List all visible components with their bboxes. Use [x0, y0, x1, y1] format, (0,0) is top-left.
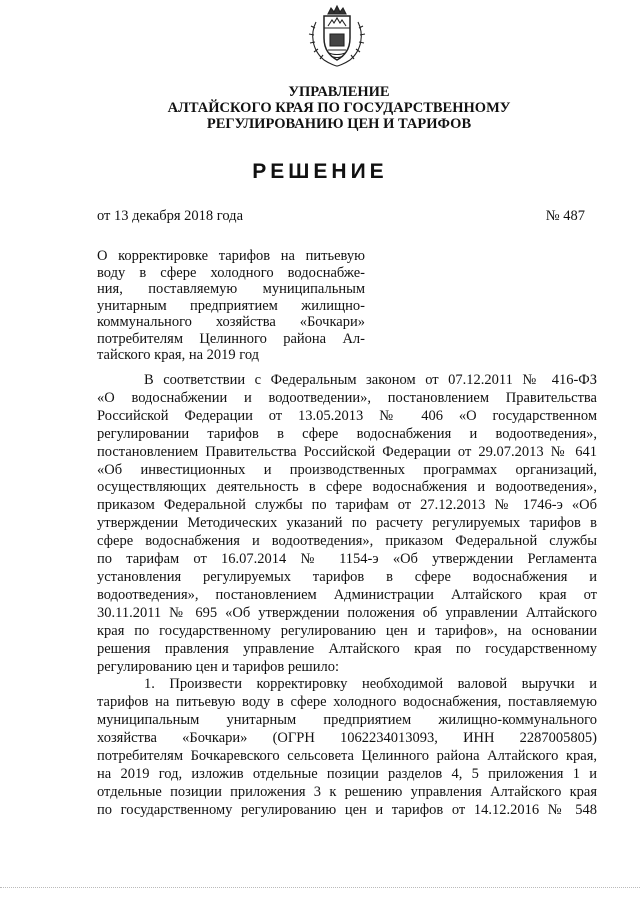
body-line: «Об инвестиционных и производственных программах организаций,	[97, 461, 597, 478]
coat-of-arms-icon	[306, 4, 368, 68]
org-line-1: УПРАВЛЕНИЕ	[288, 84, 390, 100]
page-bottom-edge	[0, 887, 640, 888]
document-date: от 13 декабря 2018 года	[97, 208, 243, 224]
body-line: края по государственному регулированию цен и тарифов», на основании	[97, 622, 597, 639]
body-line: 1. Произвести корректировку необходимой валовой выручки и	[144, 676, 597, 693]
body-line: осуществляющих деятельность в сфере водоснабжения и водоотведения»,	[97, 479, 597, 496]
subject-line: потребителям Целинного района Ал-	[97, 330, 365, 347]
document-subject	[97, 248, 365, 364]
org-line-3: РЕГУЛИРОВАНИЮ ЦЕН И ТАРИФОВ	[206, 116, 472, 132]
subject-line: коммунального хозяйства «Бочкари»	[97, 314, 365, 330]
body-line: по тарифам от 16.07.2014 № 1154-э «Об утверждении Регламента	[97, 551, 597, 568]
body-line: на 2019 год, изложив отдельные позиции разделов 4, 5 приложения 1 и	[97, 765, 597, 782]
body-line: Российской Федерации от 13.05.2013 № 406 «О государственном	[97, 407, 597, 424]
body-line: постановлением Правительства Российской Федерации от 29.07.2013 № 641	[97, 443, 597, 460]
body-line: регулировании тарифов в сфере водоснабжения и водоотведения»,	[97, 425, 597, 442]
document-number: № 487	[545, 208, 585, 224]
document-title: РЕШЕНИЕ	[252, 160, 388, 183]
organization-header	[150, 84, 528, 132]
body-line: водоотведения», постановлением Администрации Алтайского края от	[97, 586, 597, 603]
body-line: «О водоснабжении и водоотведении», постановлением Правительства	[97, 389, 597, 406]
body-line: установления регулируемых тарифов в сфере водоснабжения и	[97, 568, 597, 585]
body-line: утверждении Методических указаний по расчету регулируемых тарифов в	[97, 515, 597, 532]
document-body	[97, 372, 597, 820]
body-line: В соответствии с Федеральным законом от 07.12.2011 № 416-ФЗ	[144, 372, 597, 388]
org-line-2: АЛТАЙСКОГО КРАЯ ПО ГОСУДАРСТВЕННОМУ	[167, 100, 511, 116]
body-line: по государственному регулированию цен и тарифов от 14.12.2016 № 548	[97, 801, 597, 818]
body-line: муниципальным унитарным предприятием жилищно-коммунального	[97, 712, 597, 729]
subject-line: воду в сфере холодного водоснабже-	[97, 264, 365, 281]
body-line: 30.11.2011 № 695 «Об утверждении положения об управлении Алтайского	[97, 604, 597, 621]
body-line: потребителям Бочкаревского сельсовета Целинного района Алтайского края,	[97, 748, 597, 765]
subject-line: ния, поставляемую муниципальным	[97, 281, 365, 297]
body-line: отдельные позиции приложения 3 к решению управления Алтайского края	[97, 783, 597, 800]
body-line: решения правления управление Алтайского края по государственному	[97, 640, 597, 657]
body-line: хозяйства «Бочкари» (ОГРН 1062234013093, ИНН 2287005805)	[97, 730, 597, 747]
body-line: приказом Федеральной службы по тарифам от 27.12.2013 № 1746-э «Об	[97, 497, 597, 514]
body-line: сфере водоснабжения и водоотведения», приказом Федеральной службы	[97, 533, 597, 550]
body-line: регулированию цен и тарифов решило:	[97, 658, 339, 675]
subject-line: О корректировке тарифов на питьевую	[97, 248, 365, 264]
subject-line: унитарным предприятием жилищно-	[97, 297, 365, 314]
body-line: тарифов на питьевую воду в сфере холодного водоснабжения, поставляемую	[97, 694, 597, 711]
subject-line: тайского края, на 2019 год	[97, 347, 260, 363]
